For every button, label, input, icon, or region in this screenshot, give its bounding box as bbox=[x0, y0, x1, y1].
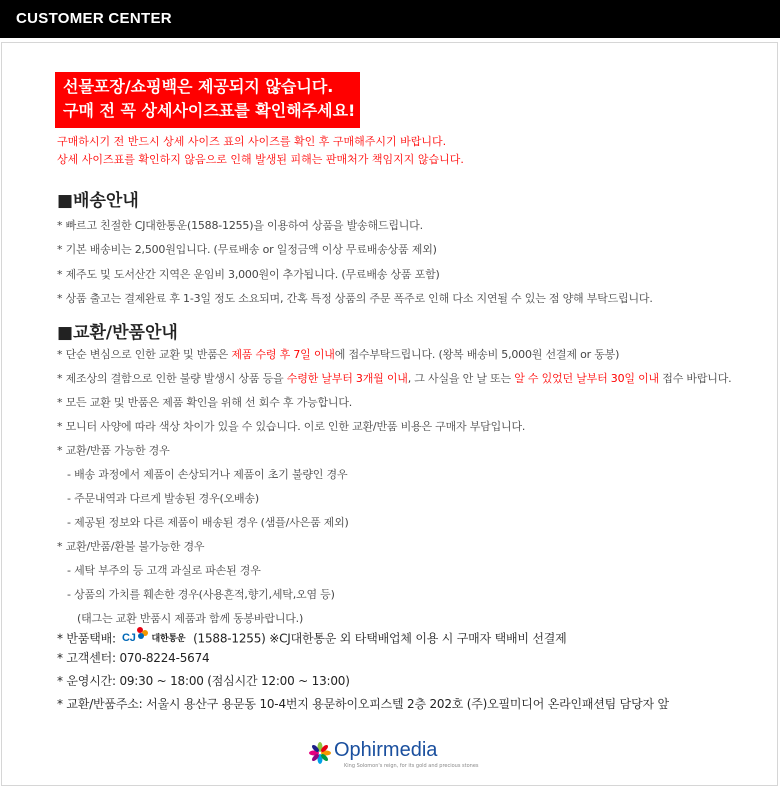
brand-name bbox=[334, 739, 437, 762]
address-row: * 교환/반품주소: 서울시 용산구 용문동 10-4번지 용문하이오피스텔 2층 202호 (주)오필미디어 온라인패션팀 담당자 앞 bbox=[57, 697, 669, 711]
warning-line-1: 구매하시기 전 반드시 상세 사이즈 표의 사이즈를 확인 후 구매해주시기 바랍니다. bbox=[57, 135, 447, 148]
exchange-section-title: ■교환/반품안내 bbox=[57, 323, 178, 343]
phone-row: * 고객센터: 070-8224-5674 bbox=[57, 651, 210, 665]
size-warning bbox=[57, 133, 464, 169]
list-text: * 단순 변심으로 인한 교환 및 반품은 bbox=[57, 348, 232, 361]
list-item: * 교환/반품 가능한 경우 bbox=[57, 444, 170, 457]
list-text: 에 접수부탁드립니다. (왕복 배송비 5,000원 선결제 or 동봉) bbox=[334, 348, 620, 361]
exchange-list bbox=[57, 343, 731, 631]
list-item: * 교환/반품/환불 불가능한 경우 bbox=[57, 540, 205, 553]
courier-brand: 대한통운 bbox=[151, 633, 186, 644]
notice-banner bbox=[55, 72, 360, 128]
warning-line-2: 상세 사이즈표를 확인하지 않음으로 인해 발생된 피해는 판매처가 책임지지 않습니다. bbox=[57, 153, 464, 166]
list-item: * 빠르고 친절한 CJ대한통운(1588-1255)을 이용하여 상품을 발송해드립니다. bbox=[57, 219, 423, 232]
header-bar bbox=[0, 0, 780, 38]
list-item: - 상품의 가치를 훼손한 경우(사용흔적,향기,세탁,오염 등) bbox=[67, 588, 335, 601]
hours-row: * 운영시간: 09:30 ~ 18:00 (점심시간 12:00 ~ 13:00) bbox=[57, 674, 350, 688]
list-item: * 모든 교환 및 반품은 제품 확인을 위해 선 회수 후 가능합니다. bbox=[57, 396, 353, 409]
shipping-section-title: ■배송안내 bbox=[57, 191, 139, 211]
brand-name-part1: Ophir bbox=[334, 739, 383, 761]
cj-logo-text: CJ bbox=[122, 632, 137, 644]
list-item: * 모니터 사양에 따라 색상 차이가 있을 수 있습니다. 이로 인한 교환/반품 비용은 구매자 부담입니다. bbox=[57, 420, 526, 433]
brand-name-part2: media bbox=[382, 739, 438, 761]
list-item: * 상품 출고는 결제완료 후 1-3일 정도 소요되며, 간혹 특정 상품의 주문 폭주로 인해 다소 지연될 수 있는 점 양해 부탁드립니다. bbox=[57, 291, 653, 305]
brand-tagline: King Solomon's reign, for its gold and precious stones bbox=[344, 763, 479, 769]
list-item: - 세탁 부주의 등 고객 과실로 파손된 경우 bbox=[67, 564, 261, 577]
highlight-text: 알 수 있었던 날부터 30일 이내 bbox=[514, 372, 659, 385]
list-item: * 제주도 및 도서산간 지역은 운임비 3,000원이 추가됩니다. (무료배송 상품 포함) bbox=[57, 267, 440, 281]
courier-info: (1588-1255) ※CJ대한통운 외 타택배업체 이용 시 구매자 택배비 선결제 bbox=[193, 631, 567, 646]
courier-row bbox=[57, 624, 669, 647]
list-text: , 그 사실을 안 날 또는 bbox=[407, 372, 515, 385]
notice-line-1: 선물포장/쇼핑백은 제공되지 않습니다. bbox=[63, 77, 334, 96]
list-item: - 제공된 정보와 다른 제품이 배송된 경우 (샘플/사은품 제외) bbox=[67, 516, 349, 529]
list-text: 접수 바랍니다. bbox=[658, 372, 732, 385]
list-item: - 배송 과정에서 제품이 손상되거나 제품이 초기 불량인 경우 bbox=[67, 468, 348, 481]
brand-logo bbox=[308, 737, 479, 777]
page-title: CUSTOMER CENTER bbox=[16, 10, 172, 27]
list-item bbox=[57, 367, 731, 391]
courier-label: * 반품택배: bbox=[57, 631, 116, 646]
contact-info bbox=[57, 624, 669, 716]
list-item bbox=[57, 343, 731, 367]
notice-line-2: 구매 전 꼭 상세사이즈표를 확인해주세요! bbox=[63, 101, 356, 120]
list-item: * 기본 배송비는 2,500원입니다. (무료배송 or 일정금액 이상 무료배송상품 제외) bbox=[57, 243, 437, 257]
list-text: * 제조상의 결함으로 인한 불량 발생시 상품 등을 bbox=[57, 372, 287, 385]
flower-logo-icon bbox=[308, 741, 332, 765]
highlight-text: 제품 수령 후 7일 이내 bbox=[231, 348, 335, 361]
list-item: - 주문내역과 다르게 발송된 경우(오배송) bbox=[67, 492, 259, 505]
list-item: (태그는 교환 반품시 제품과 함께 동봉바랍니다.) bbox=[77, 612, 304, 625]
shipping-list bbox=[57, 214, 653, 311]
highlight-text: 수령한 날부터 3개월 이내 bbox=[286, 372, 408, 385]
